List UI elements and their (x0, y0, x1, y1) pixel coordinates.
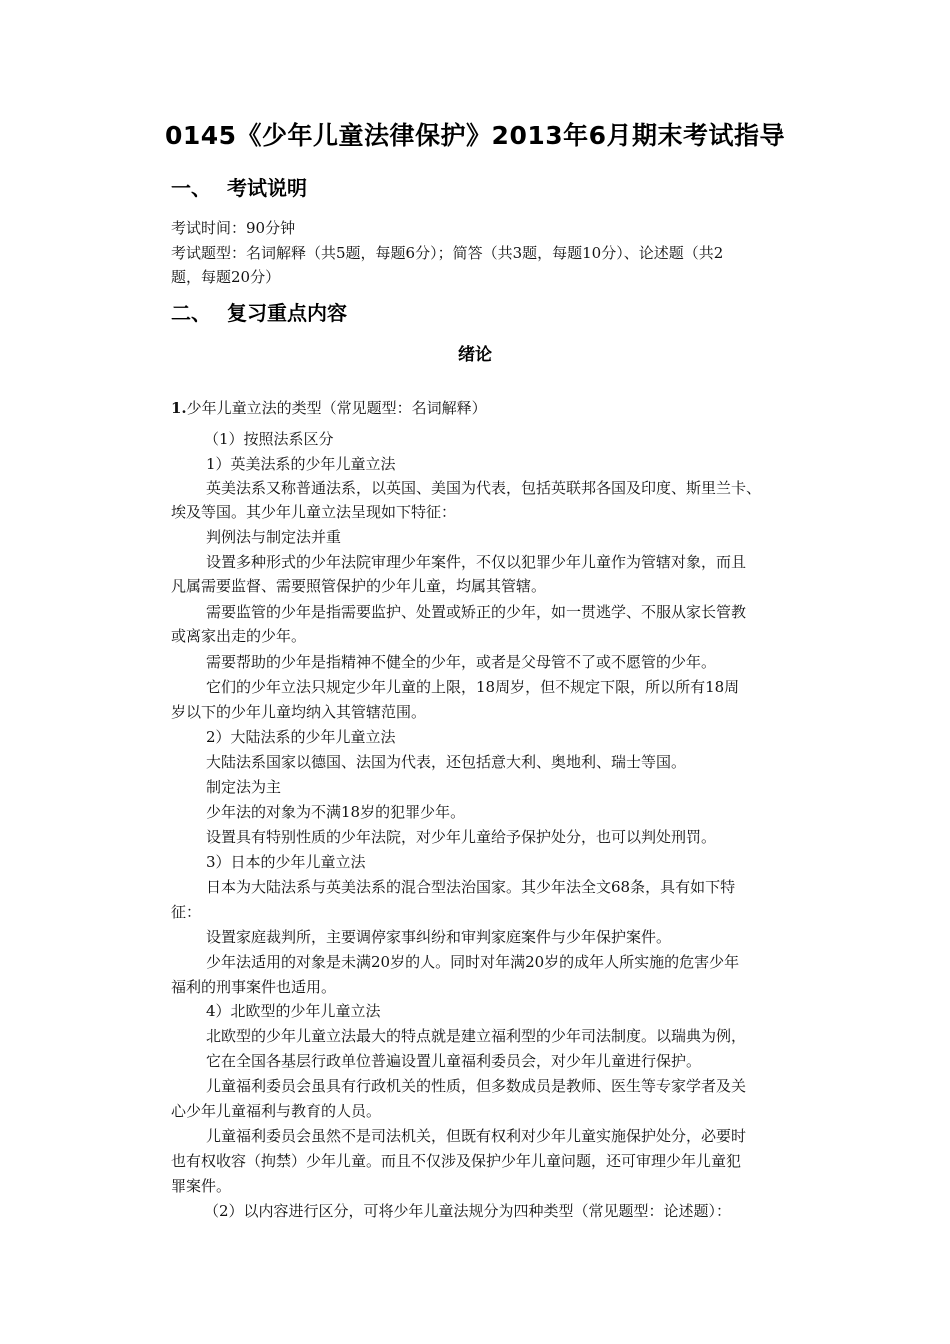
body-line: 心少年儿童福利与教育的人员。 (171, 1102, 382, 1120)
body-line: （1）按照法系区分 (204, 430, 334, 448)
body-line: 征： (171, 903, 202, 921)
body-line: 儿童福利委员会虽具有行政机关的性质，但多数成员是教师、医生等专家学者及关 (206, 1077, 747, 1095)
body-line: 少年法适用的对象是未满20岁的人。同时对年满20岁的成年人所实施的危害少年 (206, 953, 740, 971)
body-line: 罪案件。 (171, 1177, 232, 1195)
body-line: 设置家庭裁判所，主要调停家事纠纷和审判家庭案件与少年保护案件。 (206, 928, 672, 946)
body-line: 儿童福利委员会虽然不是司法机关，但既有权利对少年儿童实施保护处分，必要时 (206, 1127, 747, 1145)
body-line: 英美法系又称普通法系，以英国、美国为代表，包括英联邦各国及印度、斯里兰卡、 (206, 479, 762, 497)
document-title: 0145《少年儿童法律保护》2013年6月期末考试指导 (164, 121, 786, 150)
section-heading-review (171, 297, 347, 326)
body-line: 设置具有特别性质的少年法院，对少年儿童给予保护处分，也可以判处刑罚。 (206, 828, 717, 846)
question-text: 少年儿童立法的类型（常见题型：名词解释） (186, 399, 487, 417)
body-line: 需要帮助的少年是指精神不健全的少年，或者是父母管不了或不愿管的少年。 (206, 653, 717, 671)
body-line: （2）以内容进行区分，可将少年儿童法规分为四种类型（常见题型：论述题）： (204, 1202, 732, 1220)
body-line: 2）大陆法系的少年儿童立法 (206, 728, 396, 746)
body-line: 它们的少年立法只规定少年儿童的上限，18周岁，但不规定下限，所以所有18周 (206, 678, 740, 696)
body-line: 凡属需要监督、需要照管保护的少年儿童，均属其管辖。 (171, 577, 547, 595)
body-line: 3）日本的少年儿童立法 (206, 853, 366, 871)
exam-types-line: 题，每题20分） (171, 268, 281, 286)
section-label: 复习重点内容 (227, 301, 347, 325)
body-line: 岁以下的少年儿童均纳入其管辖范围。 (171, 703, 427, 721)
section-label: 考试说明 (227, 176, 307, 200)
body-line: 大陆法系国家以德国、法国为代表，还包括意大利、奥地利、瑞士等国。 (206, 753, 687, 771)
body-line: 它在全国各基层行政单位普遍设置儿童福利委员会，对少年儿童进行保护。 (206, 1052, 702, 1070)
body-line: 福利的刑事案件也适用。 (171, 978, 337, 996)
body-line: 日本为大陆法系与英美法系的混合型法治国家。其少年法全文68条，具有如下特 (206, 878, 736, 896)
exam-time: 考试时间：90分钟 (171, 219, 296, 237)
section-heading-exam-info (171, 172, 307, 201)
question-heading (171, 396, 811, 420)
chapter-heading: 绪论 (458, 345, 492, 365)
body-line: 1）英美法系的少年儿童立法 (206, 455, 396, 473)
body-line: 设置多种形式的少年法院审理少年案件，不仅以犯罪少年儿童作为管辖对象，而且 (206, 553, 747, 571)
body-line: 需要监管的少年是指需要监护、处置或矫正的少年，如一贯逃学、不服从家长管教 (206, 603, 747, 621)
question-number: 1. (171, 399, 187, 417)
body-line: 判例法与制定法并重 (206, 528, 342, 546)
exam-types-line: 考试题型：名词解释（共5题，每题6分）；简答（共3题，每题10分）、论述题（共2 (171, 244, 724, 262)
body-line: 或离家出走的少年。 (171, 627, 307, 645)
body-line: 也有权收容（拘禁）少年儿童。而且不仅涉及保护少年儿童问题，还可审理少年儿童犯 (171, 1152, 742, 1170)
body-line: 制定法为主 (206, 778, 282, 796)
section-number: 二、 (171, 301, 211, 325)
body-line: 北欧型的少年儿童立法最大的特点就是建立福利型的少年司法制度。以瑞典为例， (206, 1027, 747, 1045)
body-line: 埃及等国。其少年儿童立法呈现如下特征： (171, 503, 457, 521)
body-line: 4）北欧型的少年儿童立法 (206, 1002, 381, 1020)
body-line: 少年法的对象为不满18岁的犯罪少年。 (206, 803, 466, 821)
section-number: 一、 (171, 176, 211, 200)
